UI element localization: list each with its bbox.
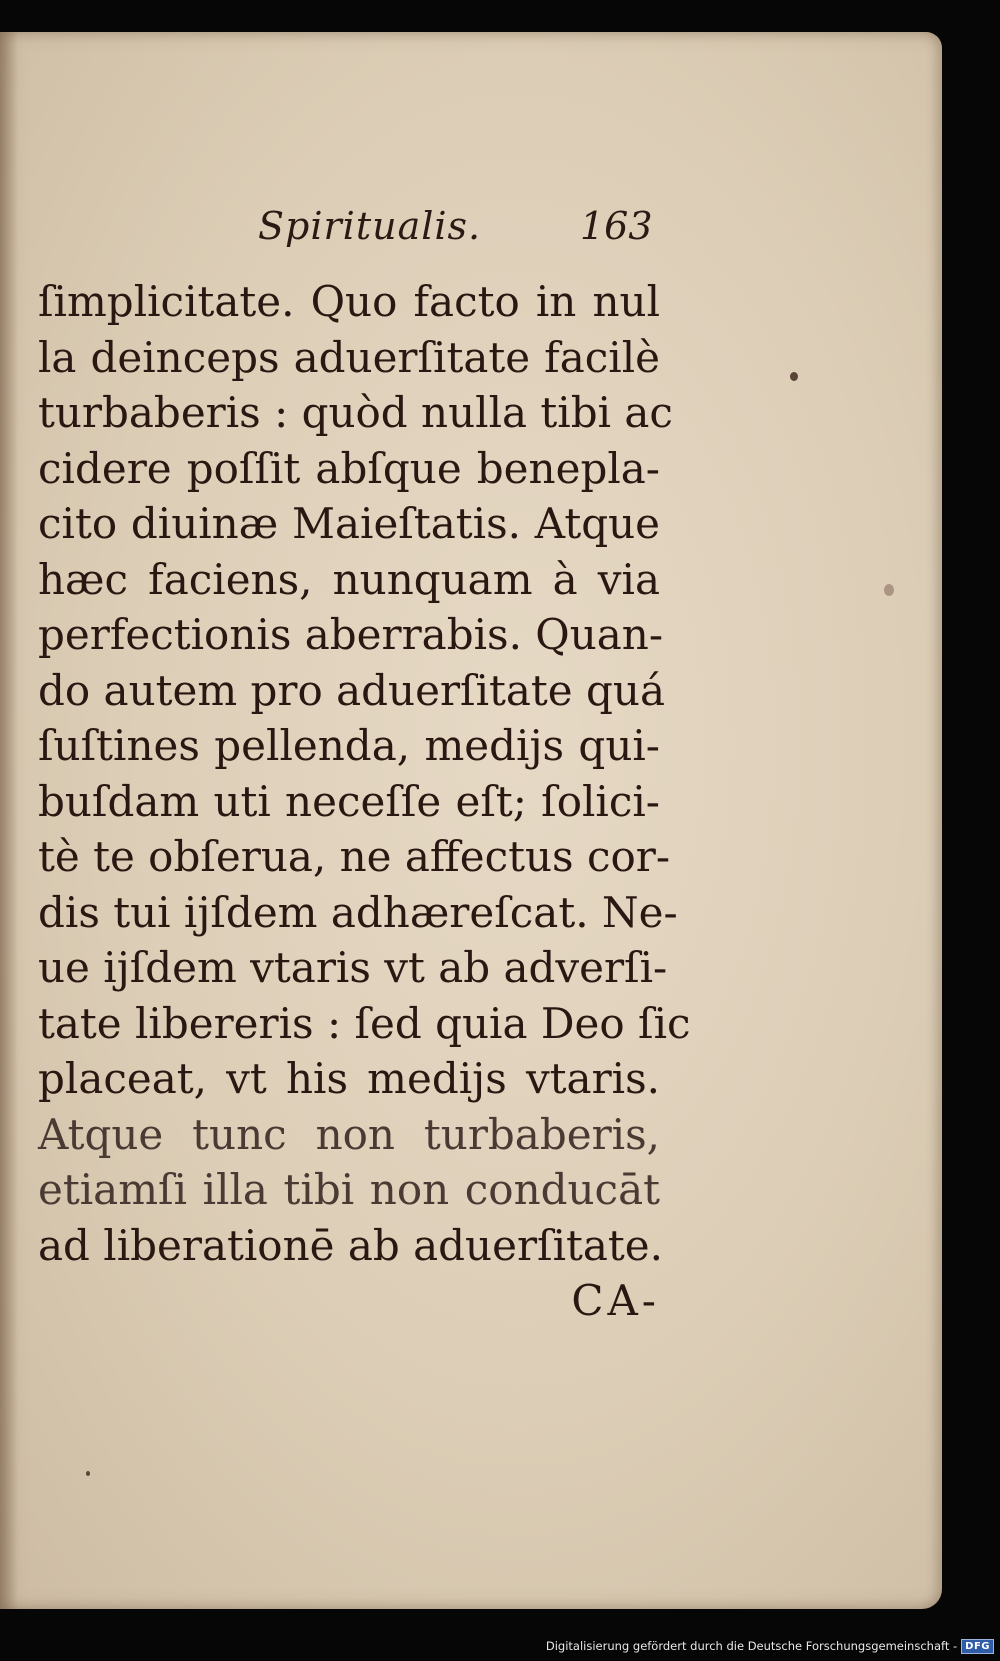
text-line: Atque tunc non turbaberis, [38, 1109, 660, 1159]
page-gutter-shadow [0, 32, 18, 1609]
running-head-title: Spiritualis. [258, 204, 482, 248]
text-line: buſdam uti neceſſe eſt; ſolici- [38, 776, 660, 826]
text-line: turbaberis : quòd nulla tibi ac [38, 388, 673, 437]
running-head [0, 204, 942, 264]
text-line: cito diuinæ Maieſtatis. Atque [38, 499, 660, 548]
text-line: do autem pro aduerſitate quá [38, 665, 665, 715]
page-number: 163 [580, 204, 653, 248]
text-line: ſimplicitate. Quo facto in nul [38, 277, 660, 326]
text-line: perfectionis aberrabis. Quan- [38, 610, 664, 659]
ink-speck [86, 1471, 90, 1476]
text-line: tè te obſerua, ne affectus cor- [38, 832, 671, 881]
catchword: CA- [571, 1276, 660, 1325]
text-line: hæc faciens, nunquam à via [38, 554, 660, 604]
ink-speck [790, 372, 798, 381]
digitization-credit [546, 1637, 994, 1655]
ink-speck [884, 584, 894, 596]
text-line: etiamſi illa tibi non conducāt [38, 1165, 660, 1214]
text-line: placeat, vt his medijs vtaris. [38, 1054, 660, 1103]
dfg-logo: DFG [961, 1639, 994, 1654]
text-line: la deinceps aduerſitate facilè [38, 332, 660, 382]
text-line: ſuſtines pellenda, medijs qui- [38, 721, 660, 770]
body-text [38, 274, 691, 1329]
text-line: cidere poſſit abſque benepla- [38, 443, 660, 493]
text-line: dis tui ijſdem adhæreſcat. Ne- [38, 887, 678, 937]
text-line: tate libereris : ſed quia Deo ſic [38, 998, 691, 1048]
text-line: ad liberationē ab aduerſitate. [38, 1220, 664, 1270]
text-line: ue ijſdem vtaris vt ab adverſi- [38, 943, 668, 992]
credit-text: Digitalisierung gefördert durch die Deutsche Forschungsgemeinschaft - [545, 1639, 958, 1653]
